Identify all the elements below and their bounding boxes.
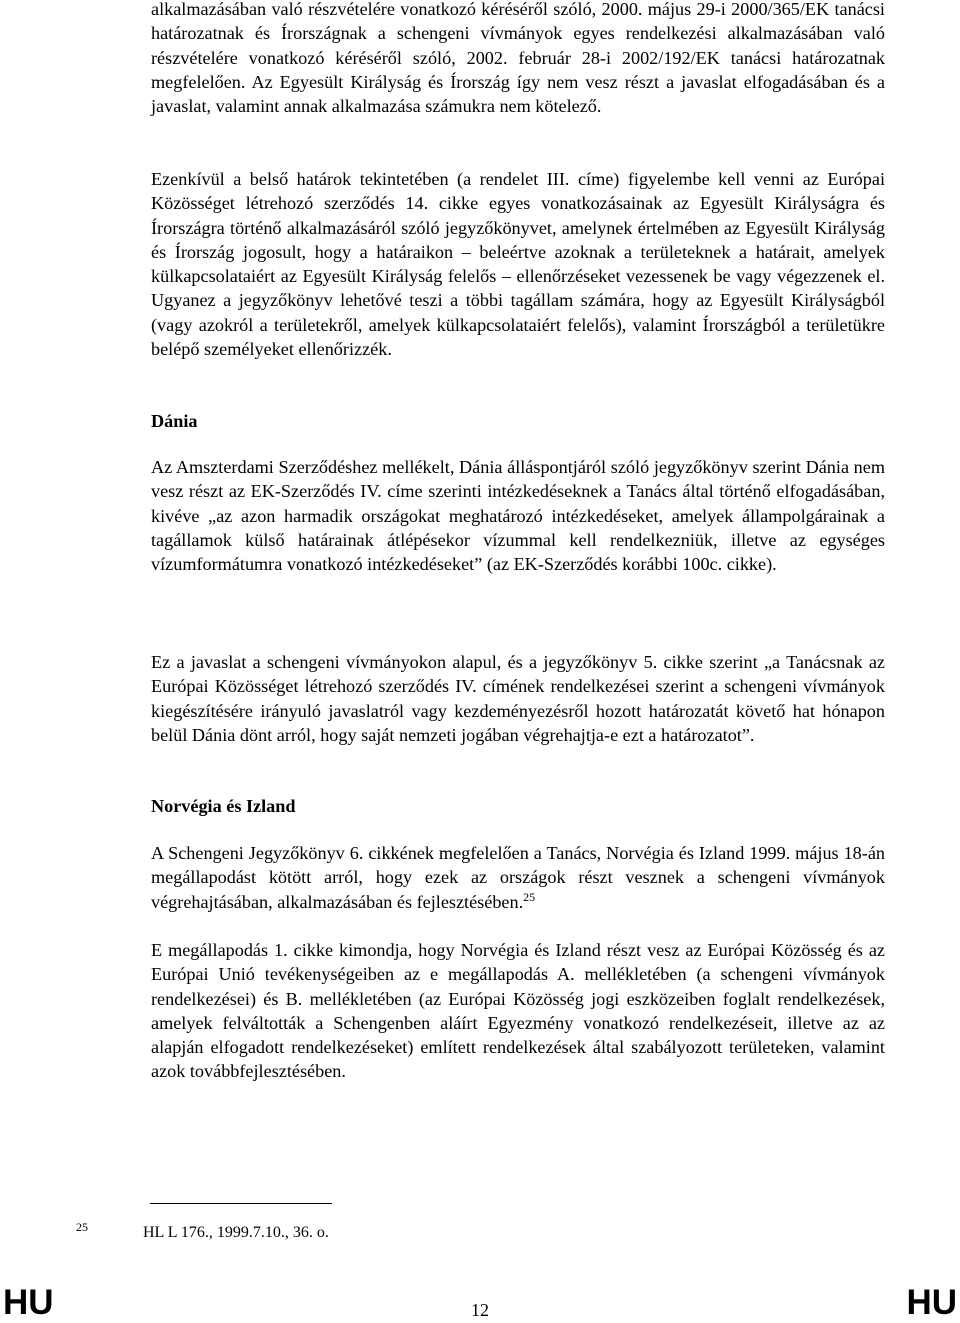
paragraph-text: A Schengeni Jegyzőkönyv 6. cikkének megfelelően a Tanács, Norvégia és Izland 1999. május 18-án megállapodást kötött arról, hogy ezek az országok részt vesznek a schengeni vívmányok végrehajtásában, alkalmazásában és fejlesztésében. [151,843,885,912]
footnote-reference: 25 [523,889,536,904]
paragraph-agreement-article-1: E megállapodás 1. cikke kimondja, hogy Norvégia és Izland részt vesz az Európai Közösség és az Európai Unió tevékenységeiben az e megállapodás A. mellékletében (a schengeni vívmányok rendelkezései) és B. mellékletében (az Európai Közösség jogi eszközeiben foglalt rendelkezések, amelyek felváltották a Schengenben aláírt Egyezmény vonatkozó rendelkezéseit, illetve az az alapján elfogadott rendelkezéseket) említett rendelkezések által szabályozott területeken, valamint azok továbbfejlesztésében. [151,940,885,1082]
page-number: 12 [471,1300,489,1320]
paragraph-norway-iceland-agreement [151,841,885,914]
footnote-text: HL L 176., 1999.7.10., 36. o. [143,1224,329,1241]
paragraph-intro: alkalmazásában való részvételére vonatkozó kéréséről szóló, 2000. május 29-i 2000/365/EK tanácsi határozatnak és Írországnak a schengeni vívmányok egyes rendelkezési alkalmazásában való részvételére vonatkozó kéréséről szóló, 2002. február 28-i 2002/192/EK tanácsi határozatnak megfelelően. Az Egyesült Királyság és Írország így nem vesz részt a javaslat elfogadásában és a javaslat, valamint annak alkalmazása számukra nem kötelező. [151,0,885,117]
footnote-number: 25 [76,1220,88,1234]
paragraph-schengen-acquis: Ez a javaslat a schengeni vívmányokon alapul, és a jegyzőkönyv 5. cikke szerint „a Tanácsnak az Európai Közösséget létrehozó szerződés IV. címének rendelkezései szerint a schengeni vívmányok kiegészítésére irányuló javaslatról vagy kezdeményezésről hozott határozatát követő hat hónapon belül Dánia dönt arról, hogy saját nemzeti jogában végrehajtja-e ezt a határozatot”. [151,652,885,745]
paragraph-internal-borders: Ezenkívül a belső határok tekintetében (a rendelet III. címe) figyelembe kell venni az Európai Közösséget létrehozó szerződés 14. cikke egyes vonatkozásainak az Egyesült Királyságra és Írországra történő alkalmazásáról szóló jegyzőkönyvet, amelynek értelmében az Egyesült Királyság és Írország jogosult, hogy a határaikon – beleértve azoknak a területeknek a határait, amelyek külkapcsolataiért az Egyesült Királyság felelős – ellenőrzéseket vezessenek be vagy végezzenek el. Ugyanez a jegyzőkönyv lehetővé teszi a többi tagállam számára, hogy az Egyesült Királyságból (vagy azokról a területekről, amelyek külkapcsolataiért felelős), valamint Írországból a területükre belépő személyeket ellenőrizzék. [151,169,885,360]
section-heading-dania: Dánia [151,411,198,431]
section-heading-norvegia-izland: Norvégia és Izland [151,796,296,816]
paragraph-dania-protocol: Az Amszterdami Szerződéshez mellékelt, Dánia álláspontjáról szóló jegyzőkönyv szerint Dánia nem vesz részt az EK-Szerződés IV. címe szerinti intézkedéseknek a Tanács által történő elfogadásában, kivéve „az azon harmadik országokat meghatározó intézkedéseket, amelyek állampolgárainak a tagállamok külső határainak átlépésekor vízummal kell rendelkezniük, illetve az egységes vízumformátumra vonatkozó intézkedéseket” (az EK-Szerződés korábbi 100c. cikke). [151,457,885,575]
footer-language-left: HU [3,1283,54,1322]
footer-language-right: HU [906,1283,957,1322]
footnote-divider [150,1203,332,1204]
